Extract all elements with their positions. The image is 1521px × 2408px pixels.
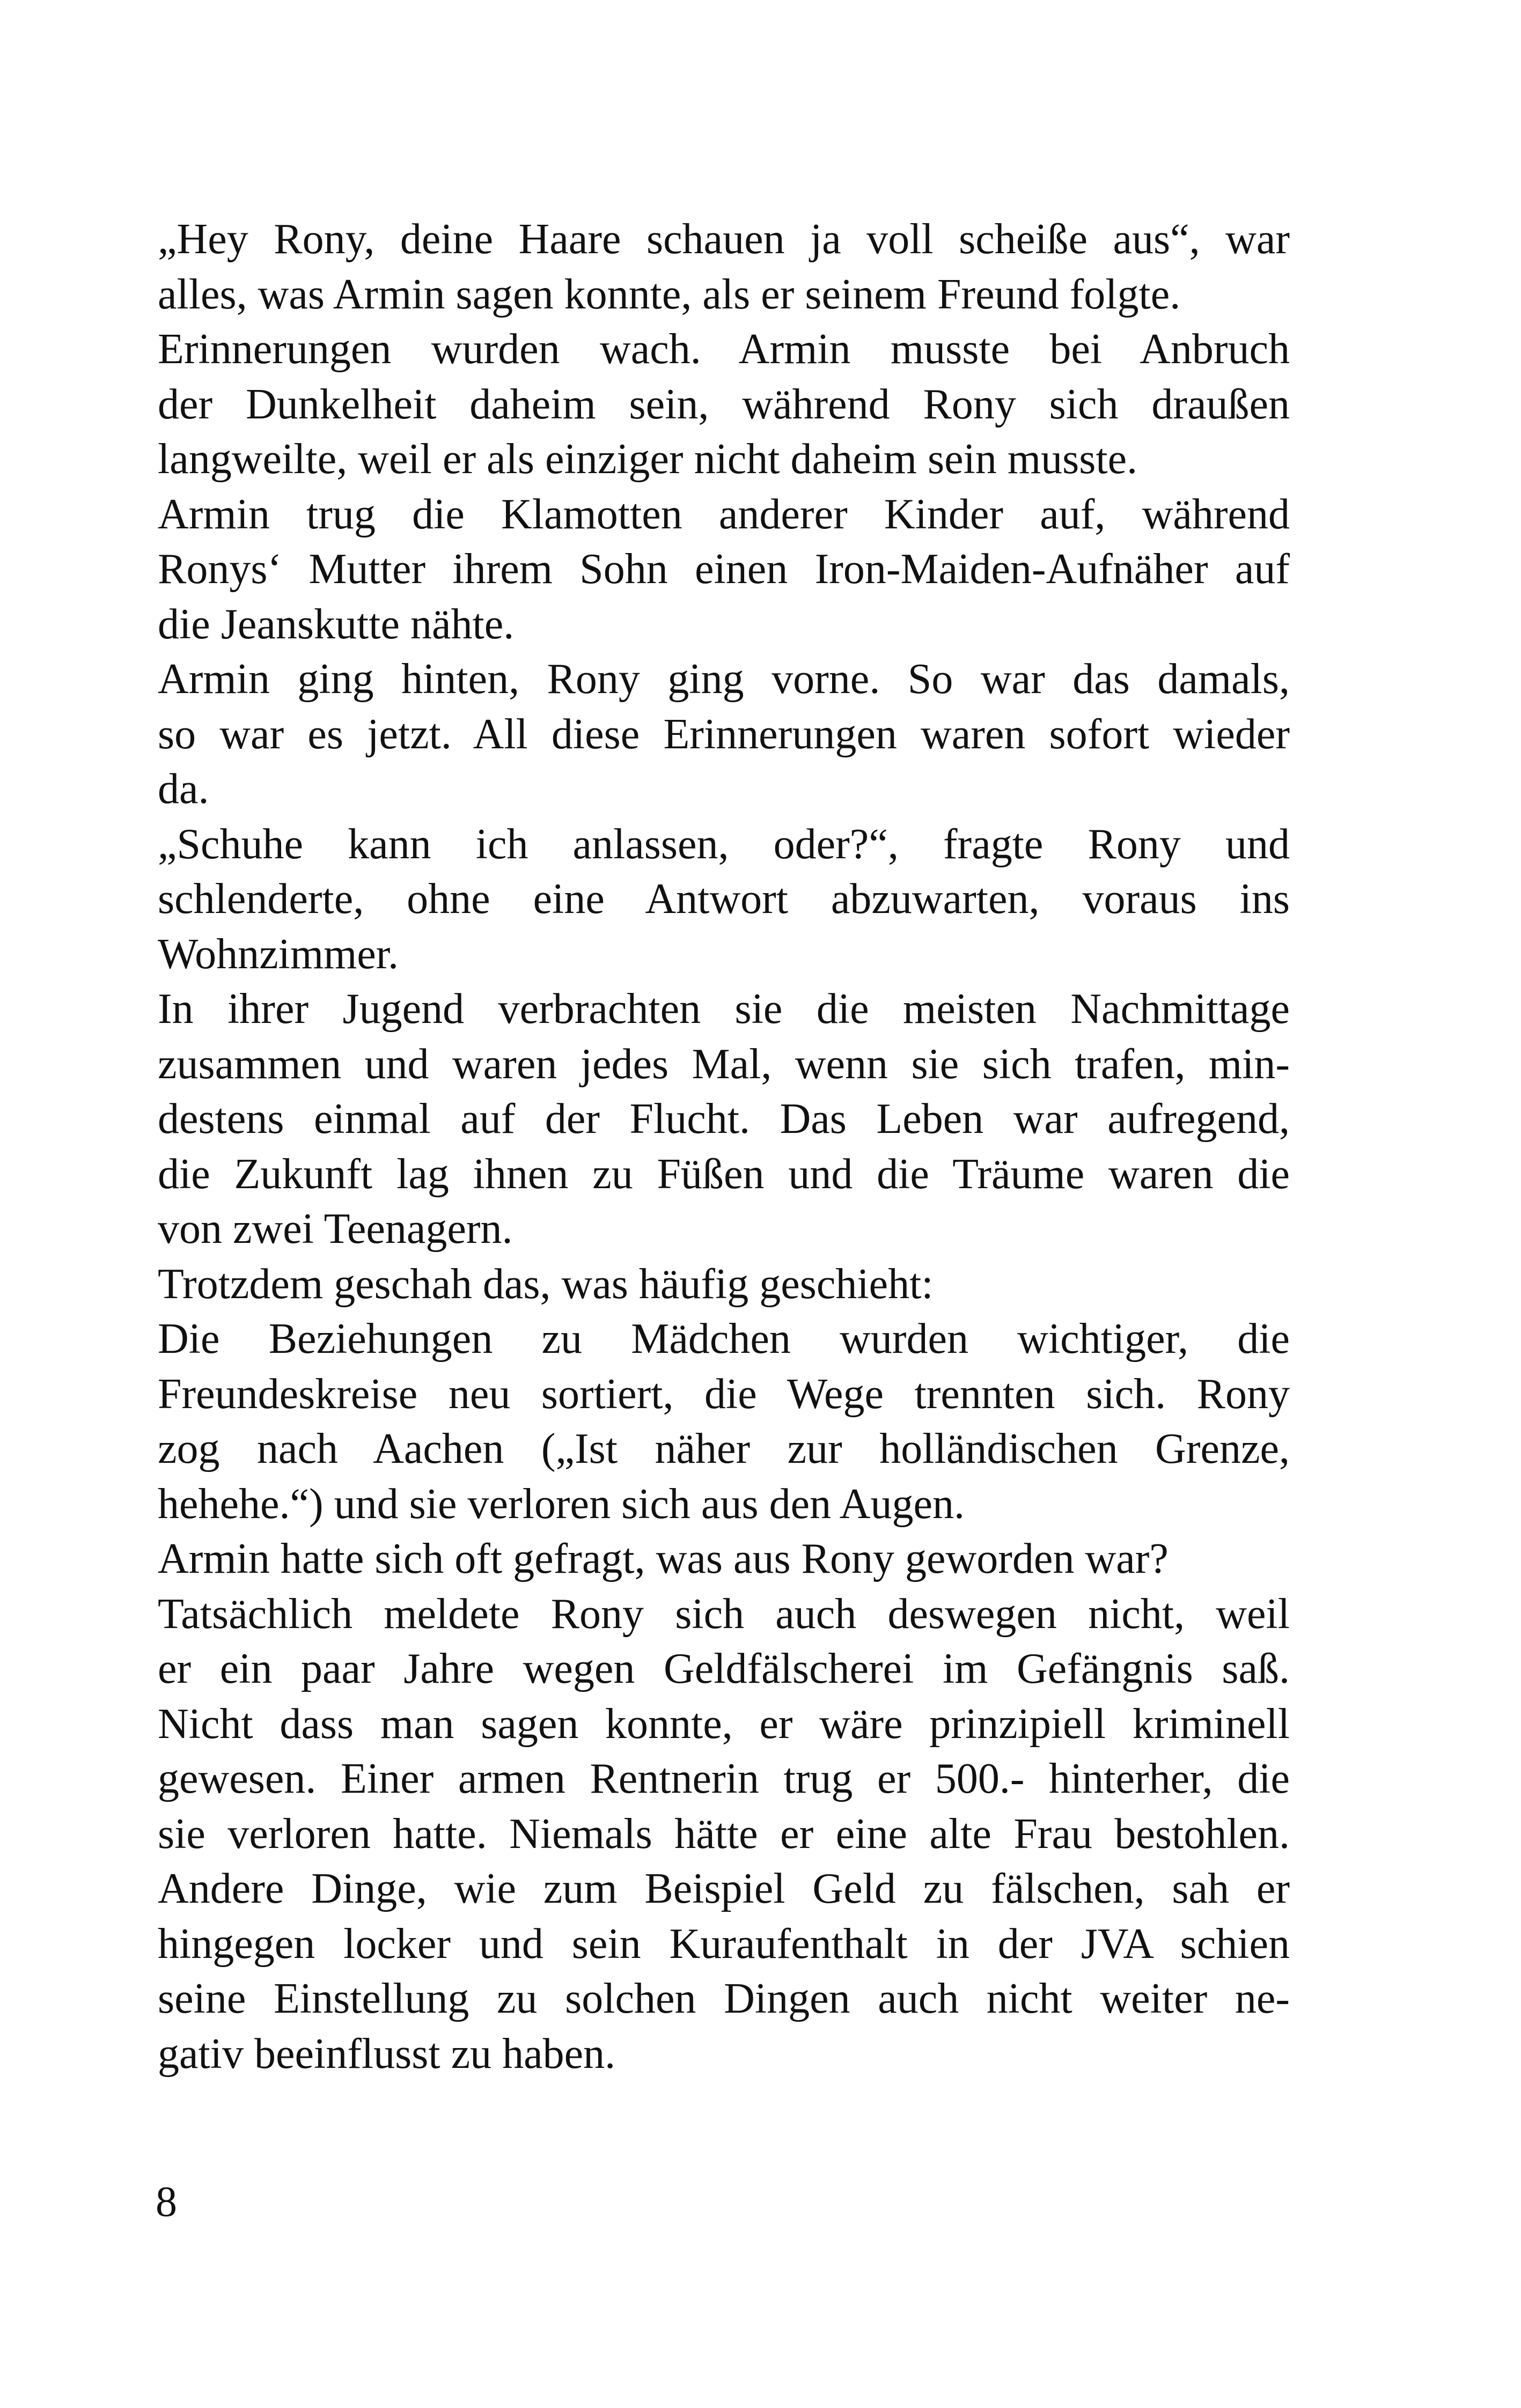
- text-line: Wohnzimmer.: [158, 930, 399, 978]
- text-line: Nicht dass man sagen konnte, er wäre prinzipiell kriminell: [158, 1700, 1290, 1748]
- paragraph-8: [124, 1312, 1290, 1531]
- text-line: seine Einstellung zu solchen Dingen auch nicht weiter ne-: [158, 1975, 1290, 2022]
- text-line: „Hey Rony, deine Haare schauen ja voll scheiße aus“, war: [158, 216, 1290, 263]
- text-line: In ihrer Jugend verbrachten sie die meisten Nachmittage: [158, 985, 1290, 1033]
- text-line: gativ beeinflusst zu haben.: [158, 2030, 616, 2078]
- text-line: Ronys‘ Mutter ihrem Sohn einen Iron-Maiden-Aufnäher auf: [158, 546, 1290, 593]
- text-line: alles, was Armin sagen konnte, als er seinem Freund folgte.: [158, 270, 1181, 318]
- text-line: Tatsächlich meldete Rony sich auch deswegen nicht, weil: [158, 1590, 1290, 1638]
- paragraph-6: [124, 982, 1290, 1257]
- text-line: hingegen locker und sein Kuraufenthalt in der JVA schien: [158, 1920, 1290, 1968]
- text-line: Andere Dinge, wie zum Beispiel Geld zu fälschen, sah er: [158, 1865, 1290, 1912]
- text-line: Die Beziehungen zu Mädchen wurden wichtiger, die: [158, 1315, 1290, 1363]
- paragraph-10: [124, 1587, 1290, 2082]
- text-line: Erinnerungen wurden wach. Armin musste bei Anbruch: [158, 326, 1290, 373]
- body-text: [124, 212, 1290, 2081]
- paragraph-4: [124, 652, 1290, 817]
- text-line: Armin hatte sich oft gefragt, was aus Rony geworden war?: [158, 1535, 1169, 1582]
- text-line: zog nach Aachen („Ist näher zur holländischen Grenze,: [158, 1425, 1290, 1472]
- paragraph-3: [124, 487, 1290, 652]
- text-line: da.: [158, 765, 209, 813]
- text-line: schlenderte, ohne eine Antwort abzuwarten, voraus ins: [158, 875, 1290, 923]
- text-line: Trotzdem geschah das, was häufig geschieht:: [158, 1260, 934, 1308]
- text-line: er ein paar Jahre wegen Geldfälscherei im Gefängnis saß.: [158, 1645, 1290, 1692]
- paragraph-7: [124, 1257, 1290, 1312]
- paragraph-2: [124, 322, 1290, 487]
- text-line: langweilte, weil er als einziger nicht daheim sein musste.: [158, 436, 1138, 483]
- paragraph-1: [124, 212, 1290, 322]
- text-line: von zwei Teenagern.: [158, 1205, 513, 1253]
- text-line: destens einmal auf der Flucht. Das Leben war aufregend,: [158, 1095, 1290, 1143]
- text-line: der Dunkelheit daheim sein, während Rony sich draußen: [158, 380, 1290, 428]
- text-line: Armin trug die Klamotten anderer Kinder auf, während: [158, 490, 1290, 538]
- paragraph-5: [124, 817, 1290, 982]
- text-line: hehehe.“) und sie verloren sich aus den Augen.: [158, 1480, 965, 1528]
- text-line: die Jeanskutte nähte.: [158, 600, 515, 648]
- text-line: „Schuhe kann ich anlassen, oder?“, fragte Rony und: [158, 820, 1290, 868]
- text-line: gewesen. Einer armen Rentnerin trug er 500.- hinterher, die: [158, 1755, 1290, 1802]
- page-number: 8: [156, 2178, 177, 2226]
- text-line: die Zukunft lag ihnen zu Füßen und die Träume waren die: [158, 1150, 1290, 1198]
- text-line: sie verloren hatte. Niemals hätte er eine alte Frau bestohlen.: [158, 1810, 1290, 1858]
- text-line: so war es jetzt. All diese Erinnerungen waren sofort wieder: [158, 710, 1290, 758]
- text-line: Armin ging hinten, Rony ging vorne. So war das damals,: [158, 656, 1290, 703]
- text-line: Freundeskreise neu sortiert, die Wege trennten sich. Rony: [158, 1370, 1290, 1418]
- paragraph-9: [124, 1531, 1290, 1587]
- text-line: zusammen und waren jedes Mal, wenn sie sich trafen, min-: [158, 1040, 1290, 1088]
